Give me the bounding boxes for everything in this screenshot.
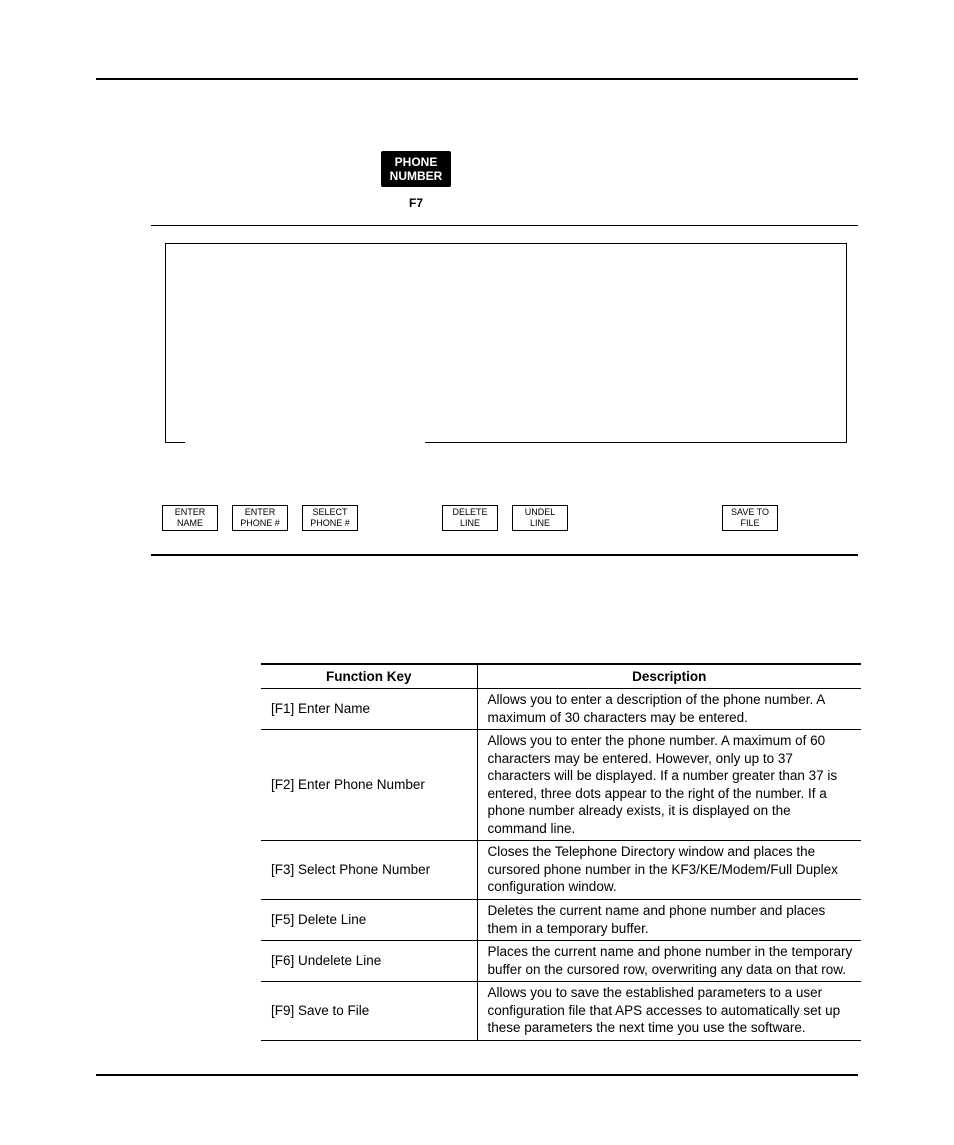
- row-function-key: [F9] Save to File: [261, 982, 477, 1041]
- table-row: [261, 982, 861, 1041]
- table-row: [261, 841, 861, 900]
- table-row: [261, 941, 861, 982]
- softkey-label-2: LINE: [529, 518, 550, 528]
- softkey-delete-line[interactable]: [442, 505, 498, 531]
- row-description: Allows you to save the established parameters to a user configuration file that APS accesses to automatically set up these parameters the next time you use the software.: [477, 982, 861, 1041]
- softkey-save-to-file[interactable]: [722, 505, 778, 531]
- screen-bottom-rule: [151, 554, 858, 556]
- softkey-label-1: ENTER: [174, 507, 206, 517]
- row-description: Places the current name and phone number in the temporary buffer on the cursored row, overwriting any data on that row.: [477, 941, 861, 982]
- table-row: [261, 730, 861, 841]
- softkey-enter-name[interactable]: [162, 505, 218, 531]
- softkey-label-2: LINE: [459, 518, 480, 528]
- softkey-label-1: SELECT: [312, 507, 348, 517]
- softkey-label-2: FILE: [740, 518, 760, 528]
- function-key-table: [261, 663, 861, 1041]
- window-border-gap: [185, 440, 425, 444]
- telephone-directory-window: [165, 243, 847, 443]
- softkey-label-1: UNDEL: [524, 507, 556, 517]
- table-row: [261, 900, 861, 941]
- row-description: Allows you to enter a description of the phone number. A maximum of 30 characters may be entered.: [477, 689, 861, 730]
- table-row: [261, 689, 861, 730]
- row-description: Allows you to enter the phone number. A maximum of 60 characters may be entered. However, only up to 37 characters will be displayed. If a number greater than 37 is entered, three dots appear to the right of the number. If a phone number already exists, it is displayed on the command line.: [477, 730, 861, 841]
- softkey-label-2: PHONE #: [240, 518, 280, 528]
- header-function-key: Function Key: [261, 664, 477, 689]
- softkey-select-phone[interactable]: [302, 505, 358, 531]
- softkey-label-2: PHONE #: [310, 518, 350, 528]
- screen-top-rule: [151, 225, 858, 226]
- row-description: Closes the Telephone Directory window and places the cursored phone number in the KF3/KE/Modem/Full Duplex configuration window.: [477, 841, 861, 900]
- phone-key-line2: NUMBER: [389, 169, 443, 183]
- top-page-rule: [96, 78, 858, 80]
- table-header-row: [261, 664, 861, 689]
- row-function-key: [F2] Enter Phone Number: [261, 730, 477, 841]
- header-description: Description: [477, 664, 861, 689]
- softkey-label-2: NAME: [176, 518, 203, 528]
- row-function-key: [F6] Undelete Line: [261, 941, 477, 982]
- bottom-page-rule: [96, 1074, 858, 1076]
- phone-number-key[interactable]: [381, 151, 451, 187]
- softkey-label-1: ENTER: [244, 507, 276, 517]
- phone-key-fkey-label: F7: [408, 196, 423, 210]
- softkey-undel-line[interactable]: [512, 505, 568, 531]
- softkey-label-1: SAVE TO: [730, 507, 770, 517]
- phone-key-line1: PHONE: [394, 155, 438, 169]
- row-function-key: [F1] Enter Name: [261, 689, 477, 730]
- row-function-key: [F5] Delete Line: [261, 900, 477, 941]
- row-description: Deletes the current name and phone number and places them in a temporary buffer.: [477, 900, 861, 941]
- softkey-label-1: DELETE: [452, 507, 488, 517]
- row-function-key: [F3] Select Phone Number: [261, 841, 477, 900]
- softkey-enter-phone[interactable]: [232, 505, 288, 531]
